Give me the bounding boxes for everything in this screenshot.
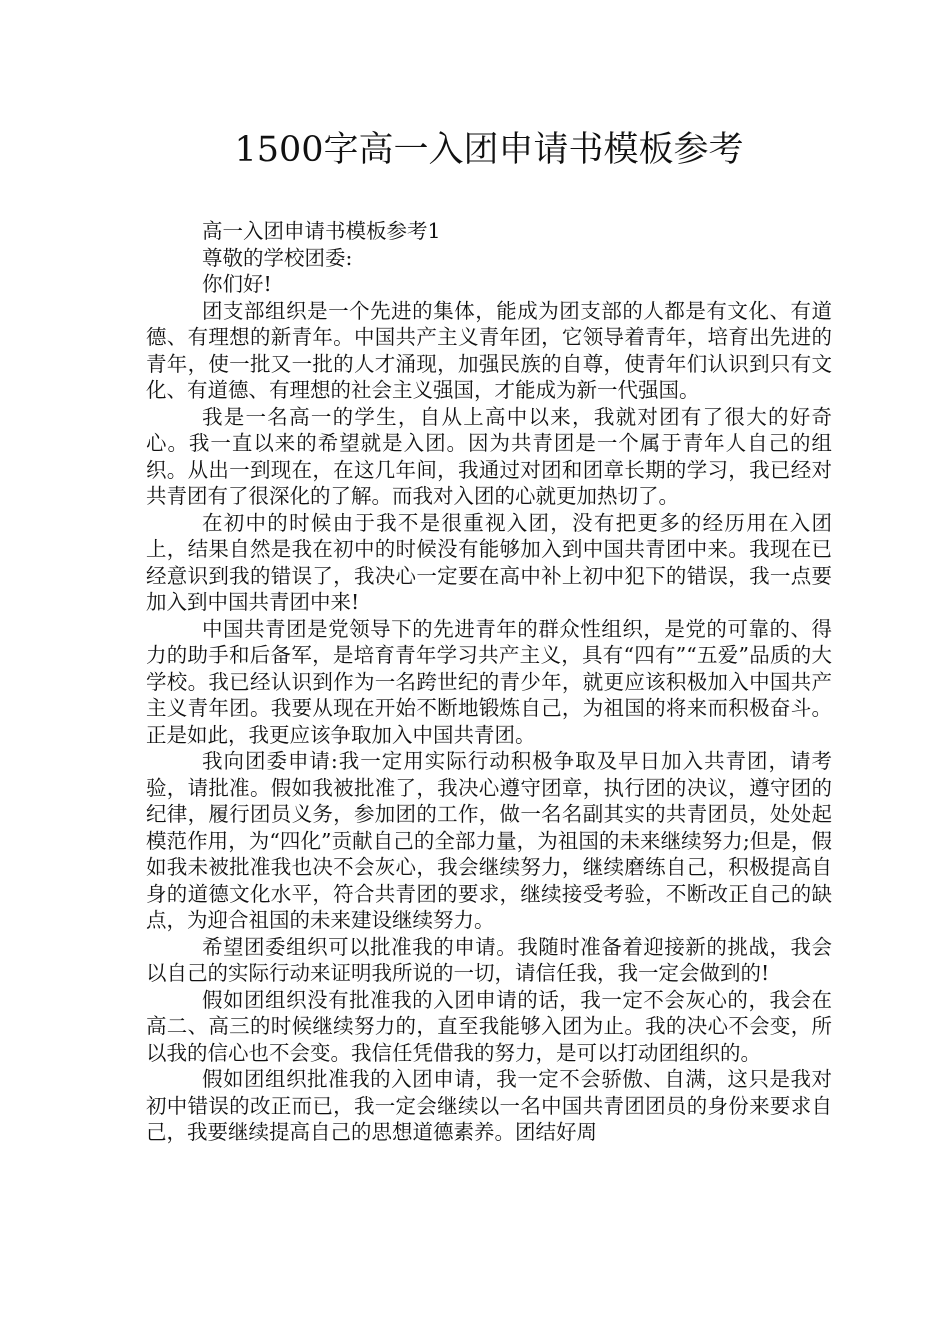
paragraph-7: 假如团组织没有批准我的入团申请的话，我一定不会灰心的，我会在高二、高三的时候继续努力的，直至我能够入团为止。我的决心不会变，所以我的信心也不会变。我信任凭借我的努力，是可以打动团组织的。: [146, 987, 832, 1065]
paragraph-2: 我是一名高一的学生，自从上高中以来，我就对团有了很大的好奇心。我一直以来的希望就是入团。因为共青团是一个属于青年人自己的组织。从出一到现在，在这几年间，我通过对团和团章长期的学习，我已经对共青团有了很深化的了解。而我对入团的心就更加热切了。: [146, 404, 832, 508]
paragraph-3: 在初中的时候由于我不是很重视入团，没有把更多的经历用在入团上，结果自然是我在初中的时候没有能够加入到中国共青团中来。我现在已经意识到我的错误了，我决心一定要在高中补上初中犯下的错误，我一点要加入到中国共青团中来!: [146, 510, 832, 614]
paragraph-6: 希望团委组织可以批准我的申请。我随时准备着迎接新的挑战，我会以自己的实际行动来证明我所说的一切，请信任我，我一定会做到的!: [146, 934, 832, 985]
paragraph-1: 团支部组织是一个先进的集体，能成为团支部的人都是有文化、有道德、有理想的新青年。中国共产主义青年团，它领导着青年，培育出先进的青年，使一批又一批的人才涌现，加强民族的自尊，使青年们认识到只有文化、有道德、有理想的社会主义强国，才能成为新一代强国。: [146, 298, 832, 402]
page-title: 1500字高一入团申请书模板参考: [234, 130, 744, 170]
paragraph-8: 假如团组织批准我的入团申请，我一定不会骄傲、自满，这只是我对初中错误的改正而已，我一定会继续以一名中国共青团团员的身份来要求自己，我要继续提高自己的思想道德素养。团结好周: [146, 1067, 832, 1144]
salutation: 尊敬的学校团委:: [202, 245, 353, 270]
greeting: 你们好!: [202, 272, 272, 296]
document-body: [146, 218, 832, 1146]
paragraph-5: 我向团委申请:我一定用实际行动积极争取及早日加入共青团，请考验，请批准。假如我被批准了，我决心遵守团章，执行团的决议，遵守团的纪律，履行团员义务，参加团的工作，做一名名副其实的共青团员，处处起模范作用，为“四化”贡献自己的全部力量，为祖国的未来继续努力;但是，假如我未被批准我也决不会灰心，我会继续努力，继续磨练自己，积极提高自身的道德文化水平，符合共青团的要求，继续接受考验，不断改正自己的缺点，为迎合祖国的未来建设继续努力。: [146, 749, 832, 932]
paragraph-4: 中国共青团是党领导下的先进青年的群众性组织，是党的可靠的、得力的助手和后备军，是培育青年学习共产主义，具有“四有”“五爱”品质的大学校。我已经认识到作为一名跨世纪的青少年，就更应该积极加入中国共产主义青年团。我要从现在开始不断地锻炼自己，为祖国的将来而积极奋斗。正是如此，我更应该争取加入中国共青团。: [146, 616, 832, 747]
section-heading: 高一入团申请书模板参考1: [202, 219, 441, 243]
